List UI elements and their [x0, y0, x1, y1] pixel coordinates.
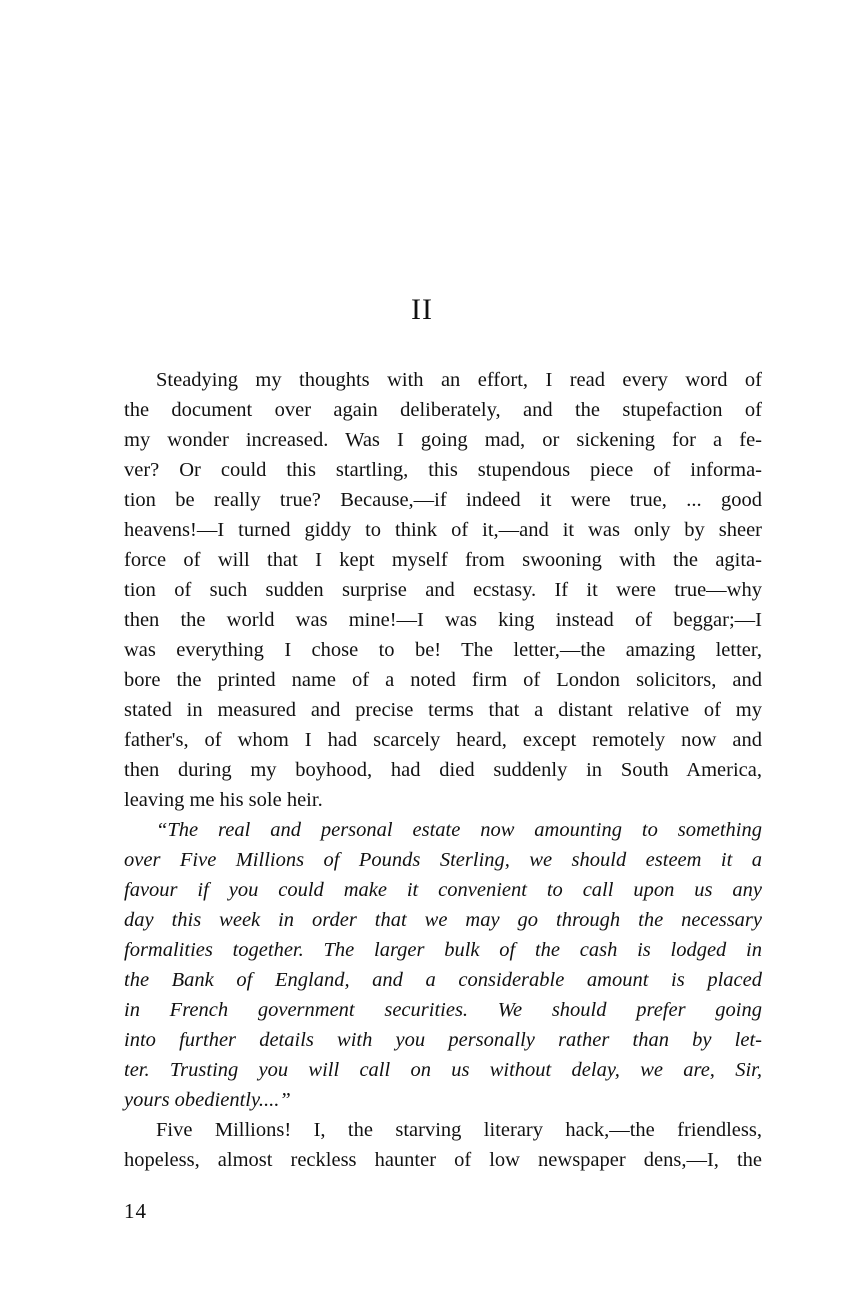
text-line: tion of such sudden surprise and ecstasy. If it were true—why [124, 579, 762, 601]
text-line: the Bank of England, and a considerable amount is placed [124, 969, 762, 991]
text-line: Steadying my thoughts with an effort, I read every word of [156, 369, 762, 391]
text-line: then the world was mine!—I was king instead of beggar;—I [124, 609, 762, 631]
text-line: in French government securities. We should prefer going [124, 999, 762, 1021]
text-line: ter. Trusting you will call on us without delay, we are, Sir, [124, 1059, 762, 1081]
paragraph-3 [124, 1115, 762, 1175]
text-line: into further details with you personally rather than by let- [124, 1029, 762, 1051]
text-line: leaving me his sole heir. [124, 789, 323, 811]
page-number: 14 [124, 1199, 147, 1223]
text-line: over Five Millions of Pounds Sterling, we should esteem it a [124, 849, 762, 871]
text-line: the document over again deliberately, and the stupefaction of [124, 399, 762, 421]
text-line: yours obediently....” [124, 1089, 291, 1111]
text-line: stated in measured and precise terms that a distant relative of my [124, 699, 762, 721]
text-line: was everything I chose to be! The letter,—the amazing letter, [124, 639, 762, 661]
text-line: formalities together. The larger bulk of the cash is lodged in [124, 939, 762, 961]
text-line: my wonder increased. Was I going mad, or sickening for a fe- [124, 429, 762, 451]
text-line: “The real and personal estate now amounting to something [156, 819, 762, 841]
text-line: tion be really true? Because,—if indeed it were true, ... good [124, 489, 762, 511]
text-line: hopeless, almost reckless haunter of low newspaper dens,—I, the [124, 1149, 762, 1171]
body-text [124, 365, 762, 1175]
text-line: day this week in order that we may go through the necessary [124, 909, 762, 931]
text-line: ver? Or could this startling, this stupendous piece of informa- [124, 459, 762, 481]
text-line: Five Millions! I, the starving literary hack,—the friendless, [156, 1119, 762, 1141]
text-line: then during my boyhood, had died suddenly in South America, [124, 759, 762, 781]
text-line: heavens!—I turned giddy to think of it,—and it was only by sheer [124, 519, 762, 541]
text-line: favour if you could make it convenient to call upon us any [124, 879, 762, 901]
text-line: bore the printed name of a noted firm of London solicitors, and [124, 669, 762, 691]
text-line: force of will that I kept myself from swooning with the agita- [124, 549, 762, 571]
paragraph-1 [124, 365, 762, 815]
letter-quotation [124, 815, 762, 1115]
text-line: father's, of whom I had scarcely heard, except remotely now and [124, 729, 762, 751]
chapter-heading: II [411, 293, 433, 326]
